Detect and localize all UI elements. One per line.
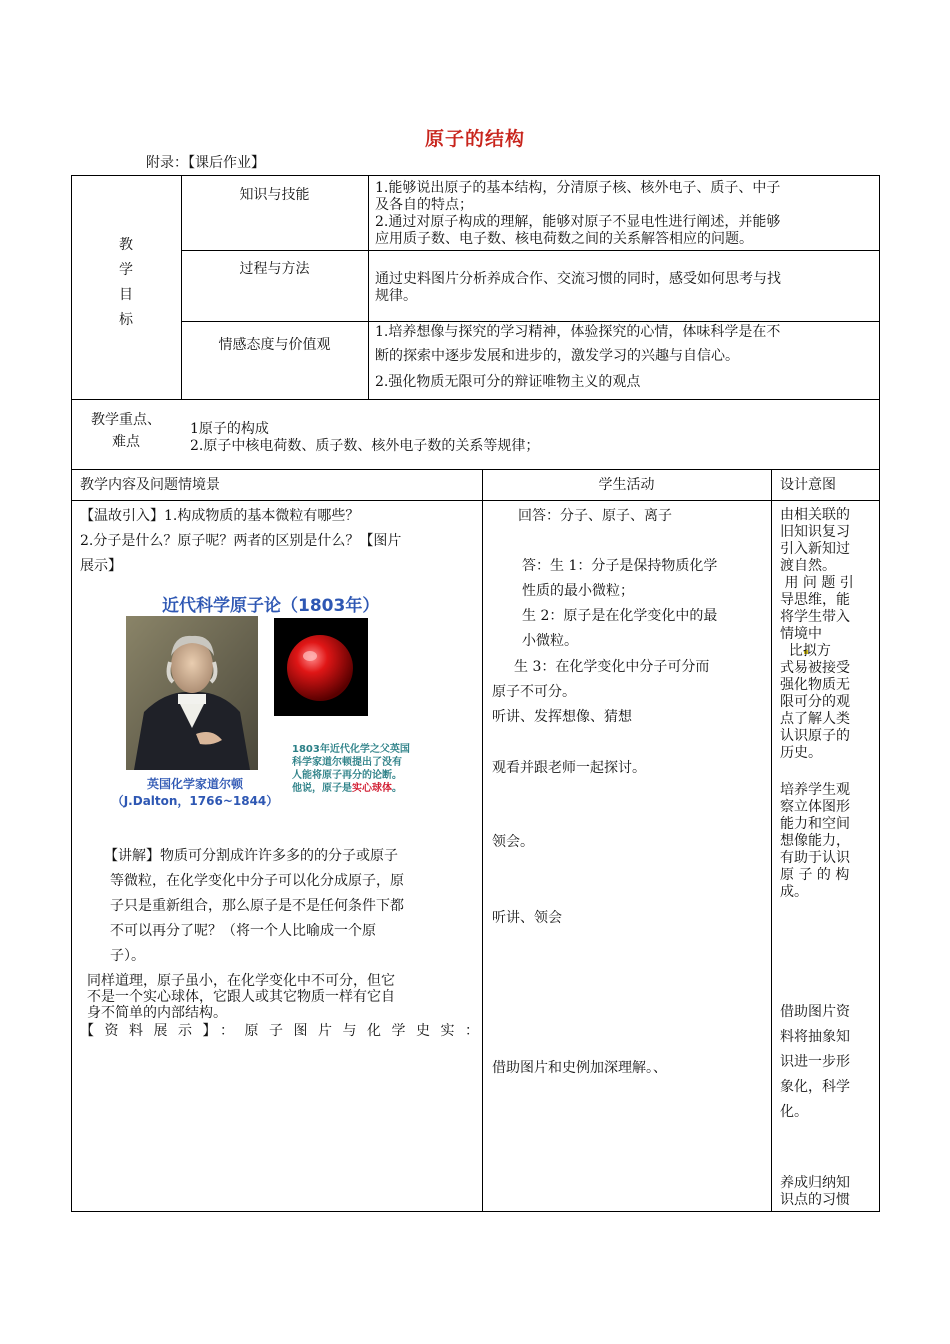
- header-activity: 学生活动: [598, 477, 655, 493]
- activity-line: 观看并跟老师一起探讨。: [492, 760, 646, 776]
- key-point-line: 1原子的构成: [190, 421, 269, 437]
- activity-answer: 性质的最小微粒；: [522, 583, 634, 599]
- dalton-note-line: 人能将原子再分的论断。: [292, 770, 402, 781]
- activity-answer: 小微粒。: [522, 633, 578, 649]
- objective-knowledge-line: 2.通过对原子构成的理解，能够对原子不显电性进行阐述，并能够: [375, 214, 781, 230]
- explain-line: 【讲解】物质可分割成许许多多的的分子或原子: [104, 848, 398, 864]
- dalton-portrait: [126, 616, 258, 770]
- header-intent: 设计意图: [780, 477, 836, 493]
- objective-process-label: 过程与方法: [239, 261, 310, 277]
- activity-line: 听讲、发挥想像、猜想: [492, 709, 632, 725]
- dalton-note-line: 科学家道尔顿提出了没有: [292, 757, 402, 768]
- activity-line: 借助图片和史例加深理解。、: [492, 1060, 667, 1076]
- key-points-label: 教学重点、: [91, 412, 161, 428]
- page-title: 原子的结构: [424, 128, 525, 150]
- objective-attitude-label: 情感态度与价值观: [218, 337, 331, 353]
- activity-answer: 生 2：原子是在化学变化中的最: [522, 608, 718, 624]
- activity-answer: 回答：分子、原子、离子: [518, 508, 672, 524]
- objective-knowledge-line: 及各自的特点；: [375, 197, 473, 213]
- explain-line: 子只是重新组合，那么原子是不是任何条件下都: [110, 898, 404, 914]
- objective-attitude-line: 2.强化物质无限可分的辩证唯物主义的观点: [375, 374, 641, 390]
- portrait-caption: （J.Dalton，1766~1844）: [111, 794, 279, 808]
- solid-sphere-highlight: 实心球体: [352, 783, 392, 794]
- explain-line: 等微粒，在化学变化中分子可以化分成原子，原: [110, 873, 404, 889]
- objective-attitude-line: 断的探索中逐步发展和进步的，激发学习的兴趣与自信心。: [375, 348, 739, 364]
- objective-attitude-line: 1.培养想像与探究的学习精神，体验探究的心情，体味科学是在不: [375, 324, 781, 340]
- objective-process-line: 通过史料图片分析养成合作、交流习惯的同时，感受如何思考与找: [375, 271, 781, 287]
- activity-answer: 生 3：在化学变化中分子可分而: [514, 659, 710, 675]
- dalton-note-line: 他说，原子是实心球体。: [292, 783, 402, 794]
- explain-line: 不可以再分了呢？（将一个人比喻成一个原: [110, 923, 376, 939]
- intro-line: 展示】: [80, 558, 122, 574]
- analogy-line: 同样道理，原子虽小，在化学变化中不可分，但它: [87, 973, 395, 989]
- solid-sphere-image: [274, 618, 368, 716]
- explain-line: 子）。: [110, 948, 145, 964]
- figure-title: 近代科学原子论（1803年）: [162, 596, 380, 616]
- objective-knowledge-label: 知识与技能: [239, 187, 310, 203]
- activity-answer: 原子不可分。: [492, 684, 576, 700]
- material-line: 【资料展示】：原子图片与化学史实：: [80, 1023, 490, 1039]
- intro-line: 2.分子是什么？原子呢？两者的区别是什么？【图片: [80, 533, 402, 549]
- activity-line: 领会。: [492, 834, 534, 850]
- portrait-caption: 英国化学家道尔顿: [146, 777, 243, 791]
- analogy-line: 不是一个实心球体，它跟人或其它物质一样有它自: [87, 989, 395, 1005]
- objective-process-line: 规律。: [375, 288, 417, 304]
- appendix-label: 附录：【课后作业】: [146, 155, 265, 171]
- intro-line: 【温故引入】1.构成物质的基本微粒有哪些？: [80, 508, 360, 524]
- dalton-note-line: 1803年近代化学之父英国: [292, 744, 410, 755]
- activity-answer: 答：生 1：分子是保持物质化学: [522, 558, 718, 574]
- activity-line: 听讲、领会: [492, 910, 562, 926]
- objective-knowledge-line: 1.能够说出原子的基本结构，分清原子核、核外电子、质子、中子: [375, 180, 781, 196]
- key-point-line: 2.原子中核电荷数、质子数、核外电子数的关系等规律；: [190, 438, 540, 454]
- key-points-label: 难点: [112, 434, 140, 450]
- analogy-line: 身不简单的内部结构。: [87, 1005, 227, 1021]
- objective-knowledge-line: 应用质子数、电子数、核电荷数之间的关系解答相应的问题。: [375, 231, 753, 247]
- header-content: 教学内容及问题情境景: [80, 477, 220, 493]
